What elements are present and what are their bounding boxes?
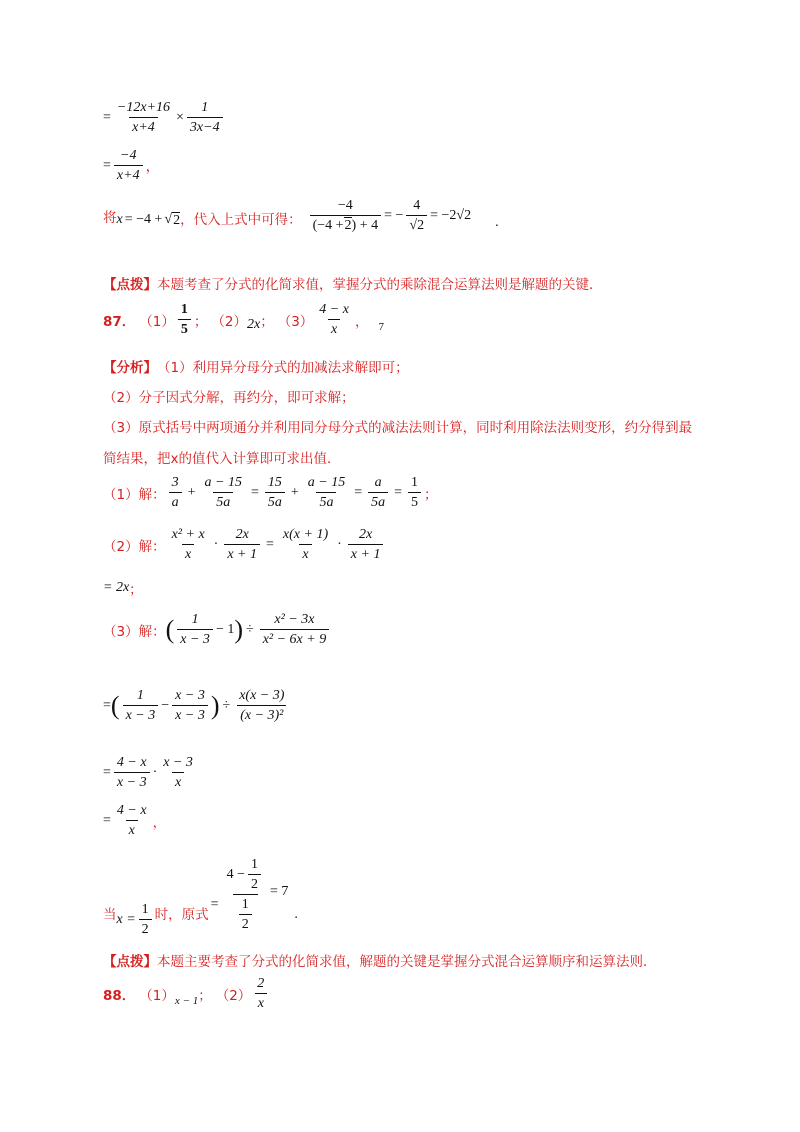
fraction: $\frac{1}{5}$	[178, 302, 191, 338]
tip-tag: 【点拨】	[103, 277, 157, 293]
fraction: $\frac{-4}{(-4 +2) + 4}$	[310, 198, 382, 234]
denominator: (−4 +2) + 4	[310, 215, 382, 234]
fraction: $\frac{1}{3x-4}$	[187, 100, 223, 136]
solution-label: （3）解：	[103, 624, 166, 640]
equals-sign: =	[103, 110, 111, 125]
analysis-4: 简结果，把x的值代入计算即可求出值．	[103, 451, 341, 467]
fraction: $\frac{4 - x}{x - 3}$	[114, 755, 150, 791]
question-number: 87．	[103, 314, 136, 330]
complex-denominator: $\frac{1}{2}$	[233, 894, 258, 933]
radicand: 2	[173, 212, 181, 228]
analysis-2: （2）分子因式分解，再约分，即可求解；	[103, 390, 355, 406]
fraction: $\frac{3}{a}$	[169, 475, 182, 511]
text: ，代入上式中可得：	[180, 212, 302, 228]
part-label: （1）	[139, 988, 175, 1004]
fraction: $\frac{-4}{x+4}$	[114, 148, 143, 184]
text: 将	[103, 210, 117, 226]
question-number: 88．	[103, 988, 136, 1004]
fraction: $\frac{-12x+16}{x+4}$	[116, 100, 171, 135]
solution-3: （3）解： ( $\frac{1}{x - 3}$ − 1 ) ÷ $\frac{\text{x² − 3x}}{\text{x² − 6x + 9}}$	[103, 612, 332, 648]
solution-3-step-2: = ( $\frac{1}{x - 3}$ − $\frac{x - 3}{x - 3}$ ) ÷ $\frac{x(x - 3)}{\text{(x − 3)²}}$	[103, 688, 290, 724]
tip-text: 本题主要考查了分式的化简求值，解题的关键是掌握分式混合运算顺序和运算法则．	[157, 954, 657, 970]
fraction: $\frac{\text{x² − 3x}}{\text{x² − 6x + 9}}$	[260, 612, 330, 648]
analysis-3: （3）原式括号中两项通分并利用同分母分式的减法法则计算，同时利用除法法则变形，约分得到最	[103, 420, 693, 436]
equals-sign: =	[103, 158, 111, 173]
tip-87	[103, 950, 657, 970]
fraction: $\frac{4}{√2}$	[406, 198, 427, 234]
solution-3-step-4: = $\frac{4 - x}{x}$ ，	[103, 803, 167, 838]
fraction: $\frac{4 - x}{x}$	[116, 803, 147, 838]
times-sign: ×	[176, 110, 184, 125]
tip-86	[103, 273, 603, 293]
evaluate-line: 当 x = $\frac{1}{2}$ 时，原式 = 4 − $\frac{1}{2}$ $\frac{1}{2}$ = 7 .	[103, 857, 298, 937]
result: = −2√2	[430, 208, 472, 223]
part-label: （2）	[211, 314, 247, 330]
fraction: $\frac{2}{x}$	[254, 976, 267, 1012]
eq-line-1	[103, 100, 226, 136]
fraction: $\frac{a - 15}{5a}$	[307, 475, 346, 510]
fraction: $\frac{1}{x - 3}$	[177, 612, 213, 648]
fraction: $\frac{1}{2}$	[139, 902, 152, 938]
solution-1: （1）解： $\frac{3}{a}$ + $\frac{a - 15}{5a}$ = $\frac{15}{5a}$ + $\frac{a - 15}{5a}$ = $\frac{a}{5a}$ = $\frac{1}{5}$ ；	[103, 475, 438, 510]
solution-label: （2）解：	[103, 539, 166, 555]
tip-tag: 【点拨】	[103, 954, 157, 970]
fraction: $\frac{x - 3}{x - 3}$	[172, 688, 208, 724]
result: = 2x	[103, 580, 130, 595]
solution-label: （1）解：	[103, 487, 166, 503]
eq-line-2	[103, 148, 160, 184]
complex-fraction	[224, 857, 267, 933]
fraction: $\frac{15}{5a}$	[265, 475, 285, 511]
analysis-1: 【分析】 （1）利用异分母分式的加减法求解即可；	[103, 356, 409, 376]
tip-text: 本题考查了分式的化简求值，掌握分式的乘除混合运算法则是解题的关键．	[157, 277, 603, 293]
fraction: $\frac{x(x - 3)}{\text{(x − 3)²}}$	[239, 688, 285, 723]
analysis-tag: 【分析】	[103, 360, 157, 376]
answer: 7	[378, 321, 384, 333]
fraction: $\frac{2x}{x + 1}$	[348, 527, 384, 563]
fraction: $\frac{x - 3}{x}$	[163, 755, 193, 790]
fraction: $\frac{a}{5a}$	[368, 475, 388, 511]
expression: = −4 +	[124, 212, 163, 227]
fraction: $\frac{2x}{x + 1}$	[224, 527, 260, 563]
part-label: （3）	[277, 314, 314, 330]
fraction: $\frac{4 - x}{x}$	[319, 302, 349, 337]
answer-88: 88． （1） x − 1 ； （2） $\frac{2}{x}$	[103, 976, 270, 1012]
substitute-line	[103, 198, 499, 234]
solution-3-step-3: = $\frac{4 - x}{x - 3}$ · $\frac{x - 3}{x}$	[103, 755, 199, 791]
period: .	[495, 215, 499, 230]
answer: 2x	[246, 317, 261, 332]
part-label: （1）	[139, 314, 175, 330]
fraction: $\frac{1}{x - 3}$	[123, 688, 159, 724]
solution-2: （2）解： $\frac{\text{x² + x}}{x}$ · $\frac{2x}{x + 1}$ = $\frac{x(x + 1)}{x}$ · $\frac{2x}{x + 1}$	[103, 527, 386, 563]
fraction: $\frac{\text{x² + x}}{x}$	[171, 527, 205, 562]
part-label: （2）	[215, 988, 252, 1004]
comma: ，	[145, 160, 160, 175]
sqrt-sign: √	[164, 212, 173, 227]
fraction: $\frac{a - 15}{5a}$	[204, 475, 242, 510]
fraction: $\frac{1}{5}$	[408, 475, 421, 511]
solution-2-result: = 2x ；	[103, 580, 143, 598]
var-x: x	[116, 212, 123, 227]
complex-numerator: 4 − $\frac{1}{2}$	[224, 857, 267, 894]
equals-minus: = −	[384, 208, 404, 223]
answer: x − 1	[174, 995, 199, 1007]
fraction: $\frac{x(x + 1)}{x}$	[282, 527, 329, 562]
answer-87: 87． （1） $\frac{1}{5}$ ； （2） 2x ； （3） $\frac{4 - x}{x}$ ， 7	[103, 302, 384, 337]
